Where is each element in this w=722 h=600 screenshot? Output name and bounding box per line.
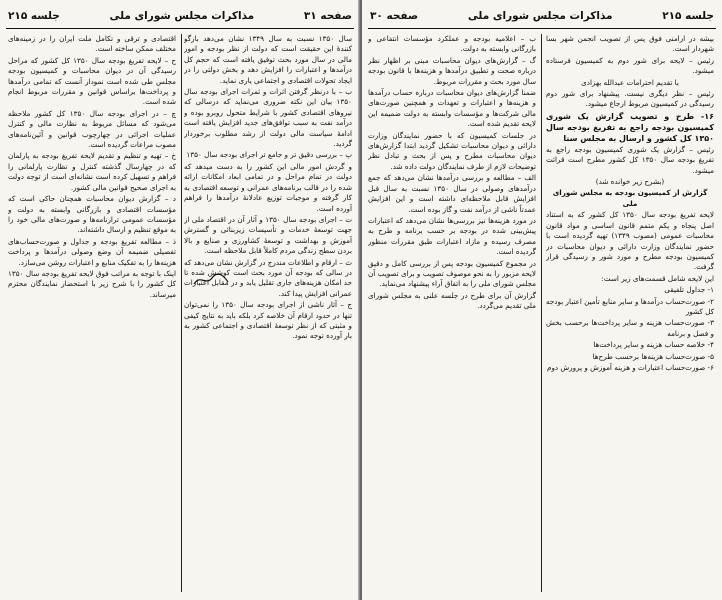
page-label: صفحه ۳۱ — [303, 10, 352, 22]
paragraph: ح – لایحه تفریغ بودجه سال ۱۳۵۰ کل کشور که مراحل رسیدگی آن در دیوان محاسبات و کمیسیون بودجه مجلس طی شده است نمودار آنست که تمامی درآمدها و پرداخت‌ها براساس قوانین و مقررات مربوط انجام شده است. — [8, 55, 176, 107]
paragraph: لایحه تفریغ بودجه سال ۱۳۵۰ کل کشور که به استناد اصل پنجاه و یکم متمم قانون اساسی و مواد قانون محاسبات عمومی (مصوب ۱۳۴۹) تهیه گردیده است با حضور نمایندگان وزارت دارائی و دیوان محاسبات در کمیسیون بودجه مطرح و مورد شور و رسیدگی قرار گرفت. — [546, 210, 714, 272]
paragraph: رئیس – لایحه برای شور دوم به کمیسیون فرستاده میشود. — [546, 55, 714, 76]
handwritten-mark-icon — [192, 272, 230, 288]
header-rule — [6, 28, 354, 29]
page-number: جلسه ۲۱۵ — [8, 10, 60, 22]
paragraph: اقتصادی و ترقی و تکامل ملت ایران را در زمینه‌های مختلف ممکن ساخته است. — [8, 34, 176, 54]
paragraph: ت – اجرای بودجه سال ۱۳۵۰ و آثار آن در اقتصاد ملی از جهت توسعهٔ خدمات و تأسیسات زیربنائی و گسترش آموزش و بهداشت و توسعهٔ کشاورزی و صنایع و بالا بردن سطح زندگی مردم کاملاً قابل ملاحظه است. — [184, 214, 352, 256]
paragraph: ب – اعلامیه بودجه و عملکرد مؤسسات انتفاعی و بازرگانی وابسته به دولت. — [368, 34, 536, 54]
paragraph: د – گزارش دیوان محاسبات همچنان حاکی است که مؤسسات اقتصادی و بازرگانی وابسته به دولت و مؤسسات عمومی ترازنامه‌ها و صورت‌های مالی خود را به موقع تنظیم و ارسال داشته‌اند. — [8, 194, 176, 235]
paragraph: و گردش امور مالی این کشور را به دست میدهد که دولت در تمام مراحل و در تمامی ابعاد امکانات ارائه شده را در قالب برنامه‌های عمرانی و توسعه اقتصادی به کار گرفته و موجبات توزیع عادلانهٔ درآمدها را فراهم آورده است. — [184, 161, 352, 213]
paragraph: خ – تهیه و تنظیم و تقدیم لایحه تفریغ بودجه به پارلمان که در چهارسال گذشته کنترل و نظارت پارلمانی را فراهم و تسهیل کرده است نشانه‌ای است از توجه دولت به اجرای صحیح قوانین مالی کشور. — [8, 151, 176, 192]
journal-title: مذاکرات مجلس شورای ملی — [109, 10, 255, 22]
list-item: ۴- خلاصه حساب هزینه و سایر پرداخت‌ها — [593, 340, 714, 350]
text-column-right — [184, 34, 352, 594]
text-column-left — [368, 34, 536, 594]
page-31 — [0, 0, 360, 600]
paragraph: ج – آثار ناشی از اجرای بودجه سال ۱۳۵۰ را نمی‌توان تنها در حدود ارقام آن خلاصه کرد بلکه باید به نتایج کیفی و مثبتی که از نظر توسعهٔ اقتصادی و اجتماعی کشور به بار آورده توجه نمود. — [184, 300, 352, 341]
page-30 — [362, 0, 722, 600]
paragraph: (بشرح زیر خوانده شد) — [595, 177, 665, 187]
paragraph: در جلسات کمیسیون که با حضور نمایندگان وزارت دارائی و دیوان محاسبات تشکیل گردید ابتدا گزارش‌های دیوان محاسبات مطرح و پس از بحث و تبادل نظر توضیحات لازم از طرف نمایندگان دولت داده شد. — [368, 130, 536, 171]
report-title: گزارش از کمیسیون بودجه به مجلس شورای ملی — [552, 188, 708, 208]
signature-line: با تقدیم احترامات عبدالله بهزادی — [581, 77, 679, 87]
paragraph: اینک با توجه به مراتب فوق لایحه تفریغ بودجه سال ۱۳۵۰ کل کشور را با شرح زیر با استحضار نمایندگان محترم میرساند. — [8, 268, 176, 299]
paragraph: پ – بررسی دقیق تر و جامع تر اجرای بودجه سال ۱۳۵۰ — [186, 150, 352, 160]
section-heading: ۱۶- طرح و تصویب گزارش یک شوری کمیسیون بودجه راجع به تفریغ بودجه سال ۱۳۵۰ کل کشور و ارسال به مجلس سنا — [546, 111, 714, 143]
paragraph: رئیس – نظر دیگری نیست. پیشنهاد برای شور دوم رسیدگی در کمیسیون مربوط ارجاع میشود. — [546, 89, 714, 109]
paragraph: گزارش آن برای طرح در جلسه علنی به مجلس شورای ملی تقدیم می‌گردد. — [368, 290, 536, 311]
list-item: ۶- صورت‌حساب اعتبارات و هزینه آموزش و پرورش دوم — [547, 362, 714, 372]
paragraph: ث – ارقام و اطلاعات مندرج در گزارش نشان می‌دهد که در سالی که بودجه آن مورد بحث است کوشش شده تا حد امکان هزینه‌های جاری تقلیل یابد و در مقابل اعتبارات عمرانی افزایش پیدا کند. — [184, 257, 352, 298]
list-item: ۲- صورت‌حساب درآمدها و سایر منابع تأمین اعتبار بودجه کل کشور — [546, 296, 714, 316]
list-item: ۵- صورت‌حساب هزینه‌ها برحسب طرح‌ها — [592, 351, 714, 361]
header-rule — [368, 28, 716, 29]
page-label: صفحه ۳۰ — [370, 10, 419, 22]
paragraph: الف – مطالعه و بررسی درآمدها نشان می‌دهد که جمع درآمدهای وصولی در سال ۱۳۵۰ نسبت به سال قبل افزایش قابل ملاحظه‌ای داشته است و این افزایش عمدتاً ناشی از درآمد نفت و گاز بوده است. — [368, 173, 536, 214]
text-column-right — [546, 34, 714, 594]
paragraph: چ – در اجرای بودجه سال ۱۳۵۰ کل کشور ملاحظه می‌شود که مسائل مربوط به نظارت مالی و کنترل عملیات اجرائی در چهارچوب قوانین و آئین‌نامه‌های مصوب مراعات گردیده است. — [8, 108, 176, 150]
paragraph: این لایحه شامل قسمت‌های زیر است: — [601, 273, 714, 283]
journal-title: مذاکرات مجلس شورای ملی — [467, 10, 613, 22]
paragraph: سال ۱۳۵۰ نسبت به سال ۱۳۴۹ نشان می‌دهد بازگو کنندهٔ این حقیقت است که دولت از نظر بودجه و امور مالی در سال مورد بحث توفیق یافته است که حجم کل درآمدها و اعتبارات را افزایش دهد و بخش دولتی را در ایجاد تحولات اقتصادی و اجتماعی یاری نماید. — [184, 34, 352, 85]
paragraph: گ – گزارش‌های دیوان محاسبات مبنی بر اظهار نظر درباره صحت و تطبیق درآمدها و هزینه‌ها با قانون بودجه سال مورد بحث و مقررات مربوط. — [368, 55, 536, 86]
column-divider — [181, 34, 182, 592]
paragraph: در مجموع کمیسیون بودجه پس از بررسی کامل و دقیق لایحه مزبور را به نحو موصوف تصویب و برای تصویب آن مجلس شورای ملی را به اتفاق آراء پیشنهاد می‌نماید. — [368, 258, 536, 289]
paragraph: ضمنا گزارش‌های دیوان محاسبات درباره حساب درآمدها و هزینه‌ها و اعتبارات و تعهدات و همچنین صورت‌های مالی شرکت‌ها و مؤسسات وابسته به دولت ضمیمه این لایحه تقدیم شده است. — [368, 88, 536, 129]
paragraph: ب – با درنظر گرفتن اثرات و ثمرات اجرای بودجه سال ۱۳۵۰ بیان این نکته ضروری می‌نماید که درسالی که نیروهای اقتصادی کشور با شرایط متحول روبرو بوده و درآمد نفت به سبب توافق‌های جدید افزایش یافته است ادامهٔ سیاست مالی دولت از رشد مطلوب برخوردار گردید. — [184, 87, 352, 149]
list-item: ۱- جداول تلفیقی — [664, 285, 714, 295]
column-divider — [541, 34, 542, 592]
page-number: جلسه ۲۱۵ — [662, 10, 714, 22]
page-header — [8, 6, 352, 26]
paragraph: بیشه در ارامنی فوق پس از تصویب انجمن شهر بسا شهردار است. — [546, 34, 714, 54]
paragraph: در مورد هزینه‌ها نیز بررسی‌ها نشان می‌دهد که اعتبارات پیش‌بینی شده در بودجه بر حسب برنامه و طرح به مصرف رسیده و مازاد اعتبارات طبق مقررات منظور گردیده است. — [368, 215, 536, 257]
paragraph: رئیس – گزارش یک شوری کمیسیون بودجه راجع به تفریغ بودجه سال ۱۳۵۰ کل کشور مطرح است قرائت میشود. — [546, 144, 714, 175]
text-column-left — [8, 34, 176, 594]
list-item: ۳- صورت‌حساب هزینه و سایر پرداخت‌ها برحسب بخش و فصل و برنامه — [546, 318, 714, 338]
page-header — [370, 6, 714, 26]
paragraph: ذ – مطالعه تفریغ بودجه و جداول و صورت‌حساب‌های تفصیلی ضمیمه آن وضع وصولی درآمدها و پرداخت هزینه‌ها را به تفکیک منابع و اعتبارات روشن می‌سازد. — [8, 236, 176, 267]
